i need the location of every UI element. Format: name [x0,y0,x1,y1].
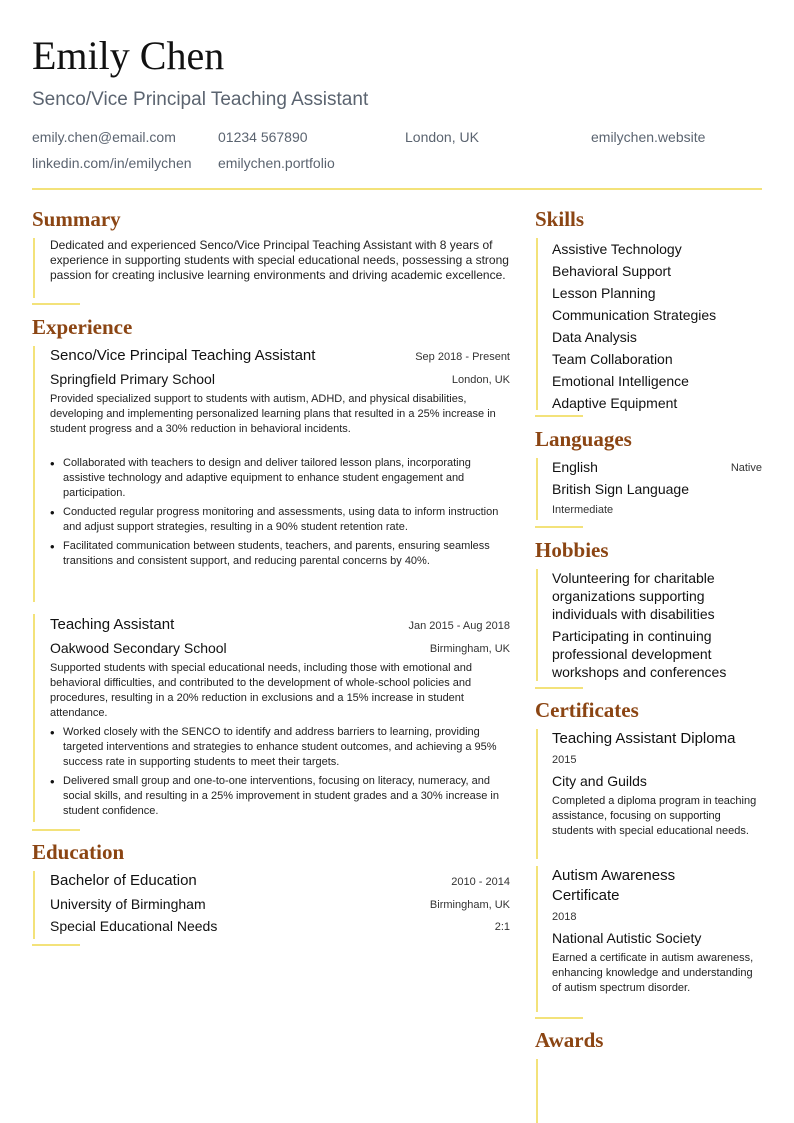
certificate-1-accent-bar [536,729,538,859]
skill-item: Assistive Technology [552,241,682,257]
job-1-description: Provided specialized support to students with autism, ADHD, and physical disabilities, developing and implementing personalized learning plans that resulted in a 25% increase in student progress and a 30% reduction in behavioral incidents. [50,393,496,435]
skills-accent-bar [536,238,538,410]
contact-location: London, UK [405,129,479,145]
skills-list [552,238,716,414]
certificates-underline [535,1017,583,1019]
skill-item: Lesson Planning [552,285,656,301]
skill-item: Data Analysis [552,329,637,345]
job-1-accent-bar [33,346,35,602]
header-divider [32,188,762,190]
summary-text: Dedicated and experienced Senco/Vice Principal Teaching Assistant with 8 years of experience in supporting students with special educational needs, possessing a strong passion for creating inclusive learning environments and driving academic excellence. [50,238,509,282]
job-1-company: Springfield Primary School [50,371,215,387]
experience-heading: Experience [32,315,133,339]
contact-email[interactable]: emily.chen@email.com [32,129,176,145]
education-location: Birmingham, UK [429,899,510,911]
language-level: Native [730,462,762,474]
language-name: British Sign Language [552,481,689,497]
language-level: Intermediate [552,504,614,516]
education-degree: Bachelor of Education [50,872,197,889]
hobbies-underline [535,687,583,689]
job-2-location: Birmingham, UK [429,643,510,655]
languages-underline [535,526,583,528]
candidate-name: Emily Chen [32,33,225,78]
contact-linkedin[interactable]: linkedin.com/in/emilychen [32,155,192,171]
contact-website[interactable]: emilychen.website [591,129,706,145]
job-1-location: London, UK [451,374,510,386]
education-grade: 2:1 [494,921,510,933]
candidate-title: Senco/Vice Principal Teaching Assistant [32,89,369,110]
languages-accent-bar [536,458,538,520]
job-1-dates: Sep 2018 - Present [415,351,510,363]
awards-heading: Awards [535,1028,604,1052]
certificate-title: Teaching Assistant Diploma [552,730,736,747]
job-1-bullet: • Collaborated with teachers to design and deliver tailored lesson plans, incorporating assistive technology and adaptive equipment to enhance student engagement and participation. [50,456,510,501]
skills-heading: Skills [535,207,585,231]
languages-heading: Languages [535,427,632,451]
certificates-heading: Certificates [535,698,639,722]
contact-phone[interactable]: 01234 567890 [218,129,308,145]
skill-item: Emotional Intelligence [552,373,689,389]
job-1-bullet: • Facilitated communication between students, teachers, and parents, ensuring seamless transitions and consistent support, and reducing parental concerns by 40%. [50,539,510,569]
certificate-issuer: City and Guilds [552,773,647,789]
job-2-description: Supported students with special educational needs, including those with emotional and behavioral difficulties, and contributed to the development of whole-school policies and procedures, resulting in a 20% reduction in exclusions and a 15% increase in student attendance. [50,662,472,719]
education-dates: 2010 - 2014 [451,876,510,888]
hobby-item: Volunteering for charitable organizations supporting individuals with disabilities [552,570,715,622]
education-heading: Education [32,840,125,864]
job-2-bullet: • Delivered small group and one-to-one interventions, focusing on literacy, numeracy, and social skills, and resulting in a 25% improvement in student grades and a 30% increase in student confidence. [50,774,510,819]
summary-underline [32,303,80,305]
skills-underline [535,415,583,417]
job-1-bullets [50,456,510,573]
skill-item: Team Collaboration [552,351,673,367]
education-field: Special Educational Needs [50,918,218,934]
language-name: English [552,459,598,475]
certificate-issuer: National Autistic Society [552,930,702,946]
skill-item: Behavioral Support [552,263,672,279]
job-2-bullet: • Worked closely with the SENCO to identify and address barriers to learning, providing targeted interventions and strategies to enhance student outcomes, and achieving a 95% success rate in supporting students to meet their targets. [50,725,510,770]
job-2-accent-bar [33,614,35,822]
awards-accent-bar [536,1059,538,1123]
job-2-bullets [50,725,510,823]
job-2-company: Oakwood Secondary School [50,640,227,656]
hobby-item: Participating in continuing professional development workshops and conferences [552,628,727,680]
education-school: University of Birmingham [50,896,206,912]
hobbies-heading: Hobbies [535,538,609,562]
certificate-year: 2018 [552,911,577,923]
job-1-title: Senco/Vice Principal Teaching Assistant [50,347,316,364]
skill-item: Adaptive Equipment [552,395,678,411]
summary-heading: Summary [32,207,121,231]
hobbies-accent-bar [536,569,538,681]
job-2-dates: Jan 2015 - Aug 2018 [408,620,510,632]
education-underline [32,944,80,946]
job-2-title: Teaching Assistant [50,616,175,633]
summary-accent-bar [33,238,35,298]
certificate-description: Earned a certificate in autism awareness, enhancing knowledge and understanding of autism spectrum disorder. [552,952,754,994]
certificate-2-accent-bar [536,866,538,1012]
contact-portfolio[interactable]: emilychen.portfolio [218,155,335,171]
experience-underline [32,829,80,831]
certificate-description: Completed a diploma program in teaching assistance, focusing on supporting students with special educational needs. [552,795,757,837]
skill-item: Communication Strategies [552,307,717,323]
job-1-bullet: • Conducted regular progress monitoring and assessments, using data to inform instruction and adjust support strategies, resulting in a 90% student retention rate. [50,505,510,535]
certificate-year: 2015 [552,754,577,766]
certificate-title: Autism Awareness Certificate [552,867,676,904]
education-accent-bar [33,871,35,939]
